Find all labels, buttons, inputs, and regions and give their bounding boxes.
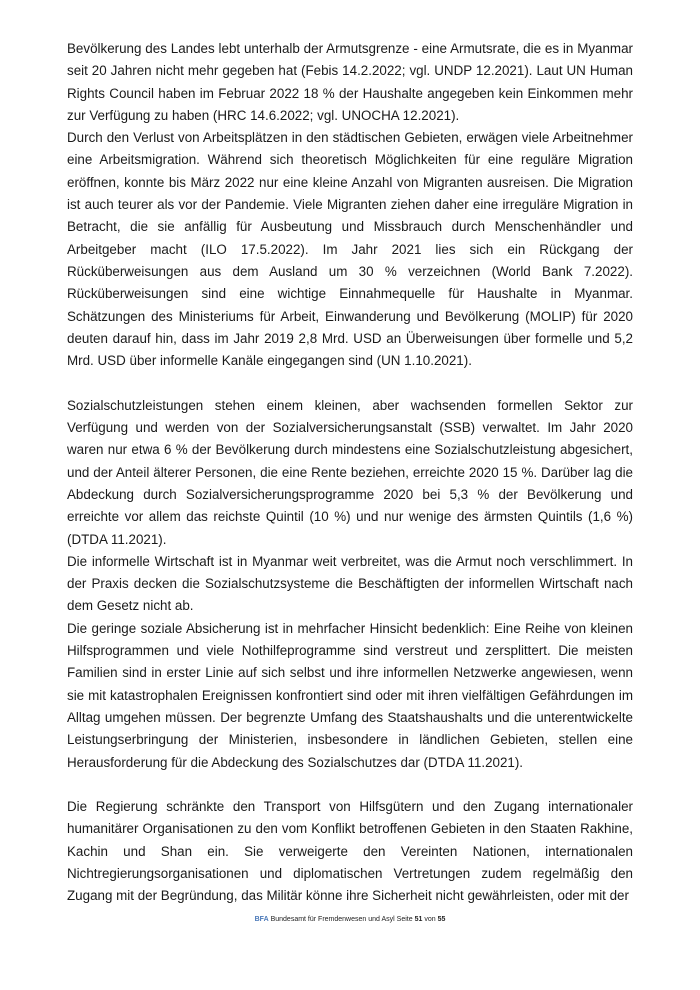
footer-brand: BFA xyxy=(254,916,269,923)
paragraph-social-protection: Sozialschutzleistungen stehen einem kleinen, aber wachsenden formellen Sektor zur Verfügung und werden von der Sozialversicherungsanstalt (SSB) verwaltet. Im Jahr 2020 waren nur etwa 6 % der Bevölkerung durch mindestens eine Sozialschutzleistung abgesichert, und der Anteil älterer Personen, die eine Rente beziehen, erreichte 2020 15 %. Darüber lag die Abdeckung durch Sozialversicherungsprogramme 2020 bei 5,3 % der Bevölkerung und erreichte vor allem das reichste Quintil (10 %) und nur wenige des ärmsten Quintils (1,6 %) (DTDA 11.2021). xyxy=(67,397,633,547)
footer-agency: Bundesamt für Fremdenwesen und Asyl xyxy=(270,916,395,923)
paragraph-spacer xyxy=(67,372,633,394)
paragraph-aid-access: Die Regierung schränkte den Transport von Hilfsgütern und den Zugang internationaler humanitärer Organisationen zu den vom Konflikt betroffenen Gebieten in den Staaten Rakhine, Kachin und Shan ein. Sie verweigerte den Vereinten Nationen, internationalen Nichtregierungsorganisationen und diplomatischen Vertretungen zudem regelmäßig den Zugang mit der Begründung, das Militär könne ihre Sicherheit nicht gewährleisten, oder mit der xyxy=(67,799,633,904)
paragraph-spacer xyxy=(67,774,633,796)
paragraph-migration: Durch den Verlust von Arbeitsplätzen in den städtischen Gebieten, erwägen viele Arbeitnehmer eine Arbeitsmigration. Während sich theoretisch Möglichkeiten für eine reguläre Migration eröffnen, konnte bis März 2022 nur eine kleine Anzahl von Migranten ausreisen. Die Migration ist auch teurer als vor der Pandemie. Viele Migranten ziehen daher eine irreguläre Migration in Betracht, die sie anfällig für Ausbeutung und Missbrauch durch Menschenhändler und Arbeitgeber macht (ILO 17.5.2022). Im Jahr 2021 lies sich ein Rückgang der Rücküberweisungen aus dem Ausland um 30 % verzeichnen (World Bank 7.2022). Rücküberweisungen sind eine wichtige Einnahmequelle für Haushalte in Myanmar. Schätzungen des Ministeriums für Arbeit, Einwanderung und Bevölkerung (MOLIP) für 2020 deuten darauf hin, dass im Jahr 2019 2,8 Mrd. USD an Überweisungen über formelle und 5,2 Mrd. USD über informelle Kanäle eingegangen sind (UN 1.10.2021). xyxy=(67,130,633,369)
page-footer xyxy=(0,916,700,923)
footer-page-word: Seite xyxy=(396,916,413,923)
paragraph-poverty: Bevölkerung des Landes lebt unterhalb der Armutsgrenze - eine Armutsrate, die es in Myanmar seit 20 Jahren nicht mehr gegeben hat (Febis 14.2.2022; vgl. UNDP 12.2021). Laut UN Human Rights Council haben im Februar 2022 18 % der Haushalte angegeben kein Einkommen mehr zur Verfügung zu haben (HRC 14.6.2022; vgl. UNOCHA 12.2021). xyxy=(67,41,633,123)
footer-page-total: 55 xyxy=(437,916,446,923)
document-body xyxy=(67,38,633,908)
footer-page-current: 51 xyxy=(414,916,423,923)
paragraph-informal-economy: Die informelle Wirtschaft ist in Myanmar weit verbreitet, was die Armut noch verschlimmert. In der Praxis decken die Sozialschutzsysteme die Beschäftigten der informellen Wirtschaft nach dem Gesetz nicht ab. xyxy=(67,553,633,614)
footer-of-word: von xyxy=(424,916,436,923)
paragraph-low-coverage: Die geringe soziale Absicherung ist in mehrfacher Hinsicht bedenklich: Eine Reihe von kleinen Hilfsprogrammen und viele Nothilfeprogramme sind verstreut und zersplittert. Die meisten Familien sind in erster Linie auf sich selbst und ihre informellen Netzwerke angewiesen, wenn sie mit katastrophalen Ereignissen konfrontiert sind oder mit ihren vielfältigen Gefährdungen im Alltag umgehen müssen. Der begrenzte Umfang des Staatshaushalts und die unterentwickelte Leistungserbringung der Ministerien, insbesondere in ländlichen Gebieten, stellen eine Herausforderung für die Abdeckung des Sozialschutzes dar (DTDA 11.2021). xyxy=(67,620,633,770)
